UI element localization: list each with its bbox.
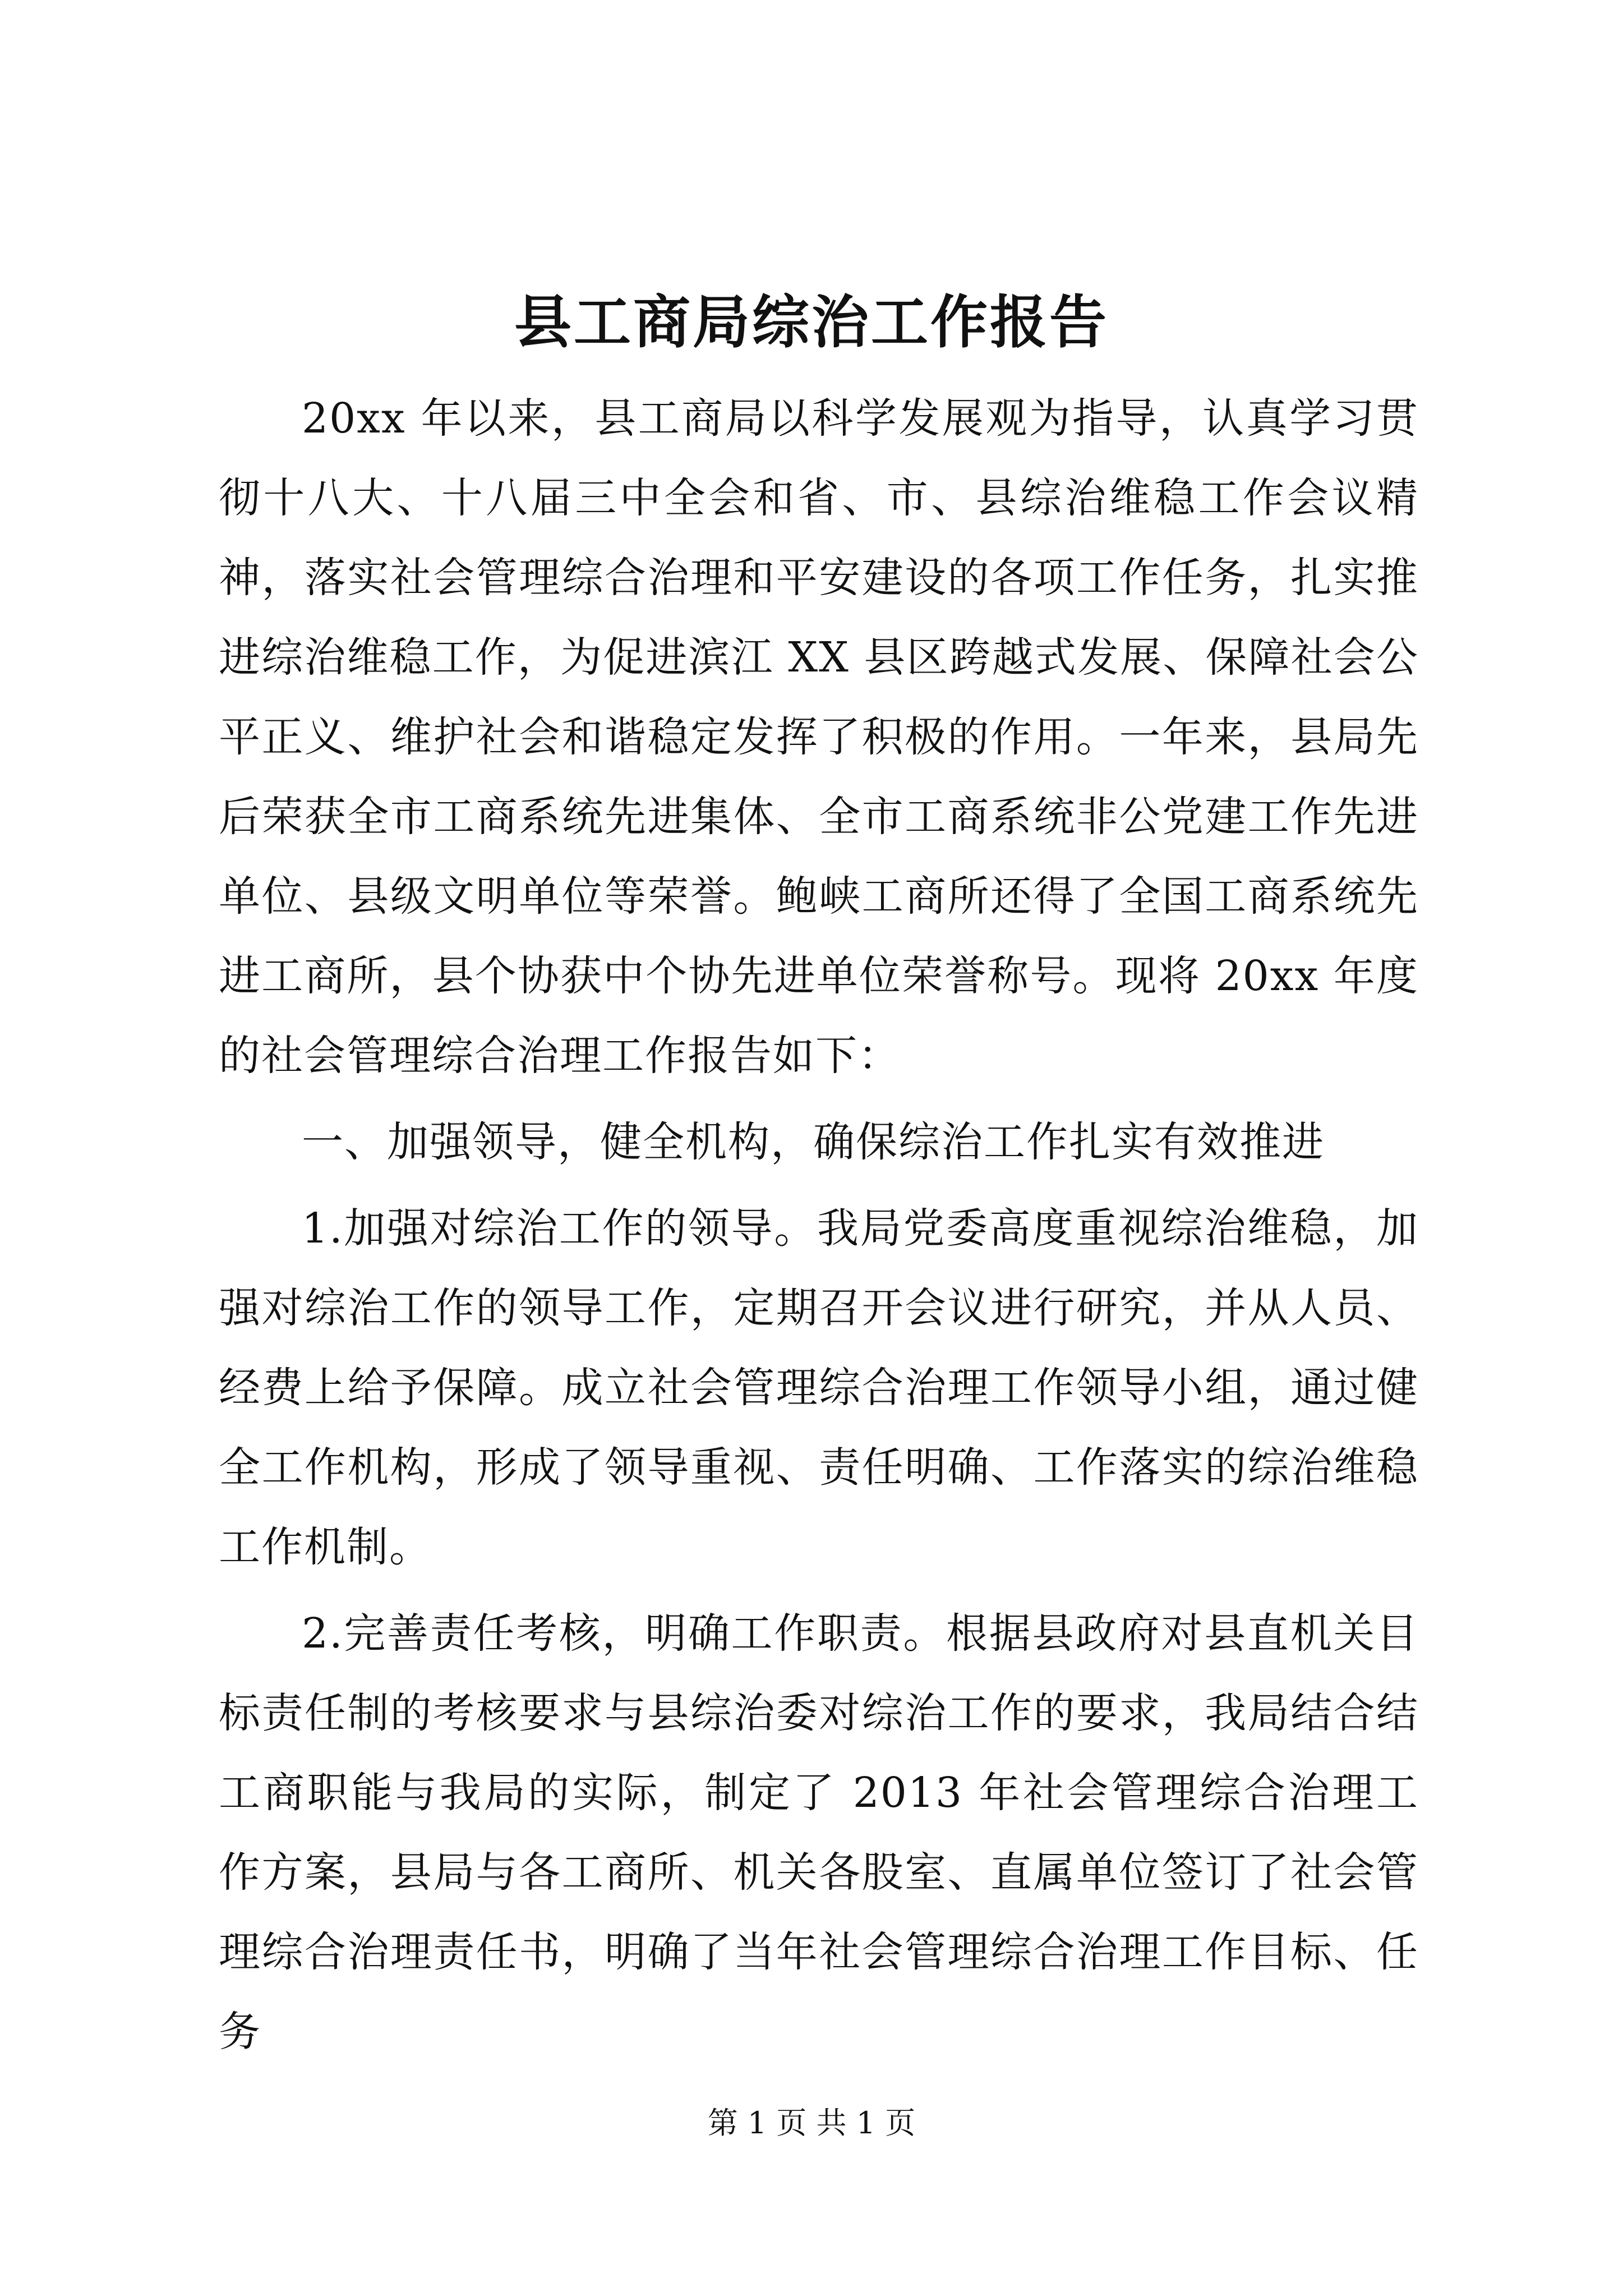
- page-footer: 第 1 页 共 1 页: [707, 2105, 916, 2141]
- document-body: [219, 379, 1419, 2072]
- section-heading-1: 一、加强领导，健全机构，确保综治工作扎实有效推进: [302, 1118, 1325, 1166]
- paragraph-item-2: 2.完善责任考核，明确工作职责。根据县政府对县直机关目标责任制的考核要求与县综治委对综治工作的要求，我局结合结工商职能与我局的实际，制定了 2013 年社会管理综合治理工作方案，县局与各工商所、机关各股室、直属单位签订了社会管理综合治理责任书，明确了当年社会管理综合治理工作目标、任务: [219, 1609, 1419, 2056]
- document-title: 县工商局综治工作报告: [514, 289, 1109, 356]
- paragraph-item-1: 1.加强对综治工作的领导。我局党委高度重视综治维稳，加强对综治工作的领导工作，定期召开会议进行研究，并从人员、经费上给予保障。成立社会管理综合治理工作领导小组，通过健全工作机构，形成了领导重视、责任明确、工作落实的综治维稳工作机制。: [219, 1204, 1419, 1571]
- paragraph-intro: 20xx 年以来，县工商局以科学发展观为指导，认真学习贯彻十八大、十八届三中全会和省、市、县综治维稳工作会议精神，落实社会管理综合治理和平安建设的各项工作任务，扎实推进综治维稳工作，为促进滨江 XX 县区跨越式发展、保障社会公平正义、维护社会和谐稳定发挥了积极的作用。一年来，县局先后荣获全市工商系统先进集体、全市工商系统非公党建工作先进单位、县级文明单位等荣誉。鲍峡工商所还得了全国工商系统先进工商所，县个协获中个协先进单位荣誉称号。现将 20xx 年度的社会管理综合治理工作报告如下：: [219, 394, 1419, 1080]
